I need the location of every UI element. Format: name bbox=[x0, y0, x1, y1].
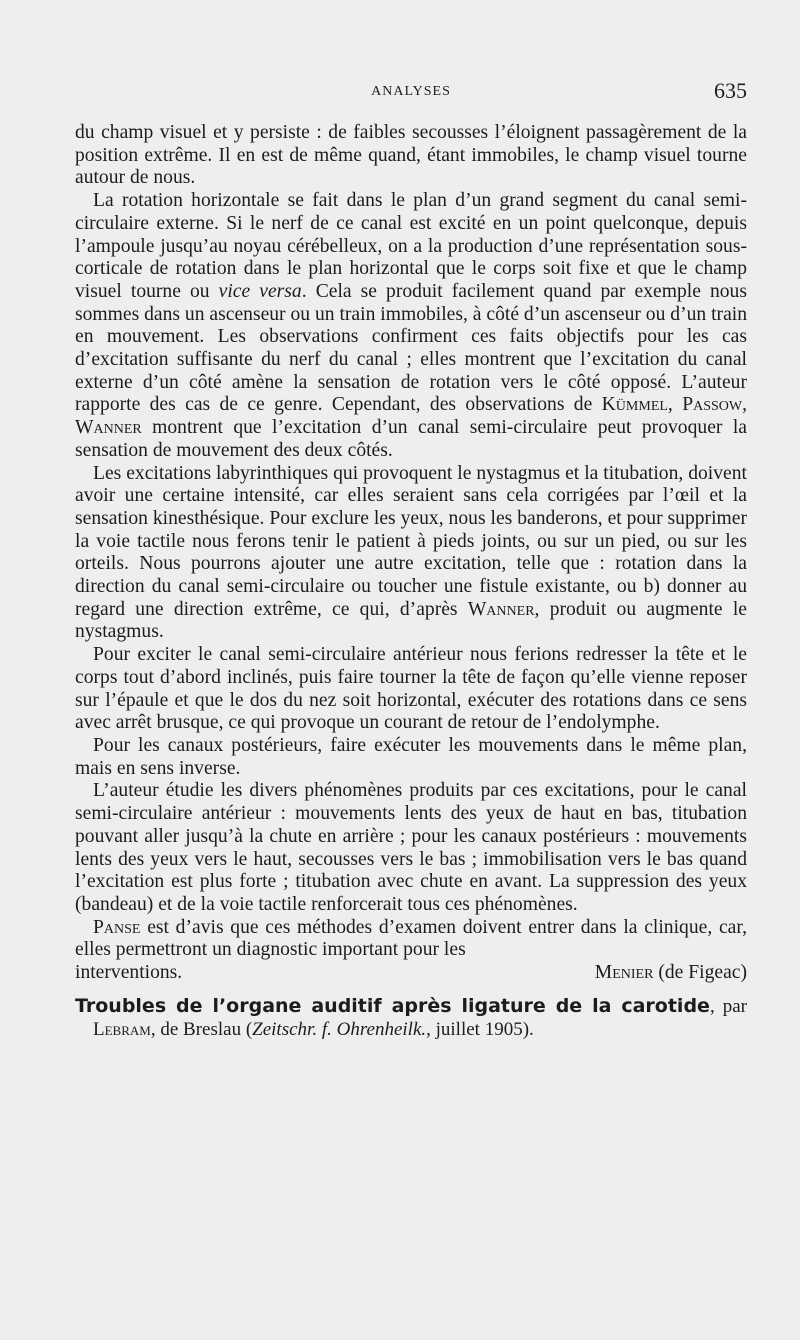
paragraph-anterior-canal: Pour exciter le canal semi-circulaire antérieur nous ferions redresser la tête et le corps tout d’abord inclinés, puis faire tourner la tête de façon qu’elle vienne reposer sur l’épaule et que le dos du nez soit horizontal, exécuter des rotations dans ce sens avec arrêt brusque, ce qui provoque un courant de retour de l’endolymphe. bbox=[75, 644, 747, 734]
italic-phrase: vice versa bbox=[218, 280, 302, 302]
text-span: montrent que l’excitation d’un canal semi-circulaire peut provoquer la sensation de mouvement des deux côtés. bbox=[75, 417, 747, 461]
text-span: La rotation horizontale se fait dans le plan d’un grand segment du canal semi-circulaire externe. Si le nerf de ce canal est excité en un point quelconque, depuis l’ampoule jusqu’au noyau cérébelleux, on a la production d’une représentation sous-corticale de rotation dans le plan horizontal que le corps soit fixe et que le champ visuel tourne ou bbox=[75, 190, 747, 302]
text-span: , de Breslau ( bbox=[150, 1018, 253, 1040]
text-span: . Cela se produit facilement quand par exemple nous sommes dans un ascenseur ou un train immobiles, à côté d’un ascenseur ou d’un train en mouvement. Les observations confirment ces faits objectifs pour les cas d’excitation suffisante du nerf du canal ; elles montrent que l’excitation du canal externe d’un côté amène la sensation de rotation vers le côté opposé. L’auteur rapporte des cas de ce genre. Cependant, des observations de bbox=[75, 280, 748, 416]
article-title: Troubles de l’organe auditif après ligature de la carotide bbox=[75, 994, 710, 1017]
text-span: , bbox=[742, 394, 747, 416]
author-name: Wanner bbox=[75, 417, 142, 439]
paragraph-horizontal-rotation bbox=[75, 190, 747, 462]
text-span: interventions. bbox=[75, 962, 183, 984]
text-span: , produit ou augmente le nystagmus. bbox=[75, 598, 747, 643]
page-header bbox=[75, 78, 747, 108]
paragraph-posterior-canals: Pour les canaux postérieurs, faire exécuter les mouvements dans le même plan, mais en sens inverse. bbox=[75, 734, 747, 779]
next-article-heading bbox=[75, 995, 747, 1041]
text-span: , par bbox=[709, 995, 747, 1017]
page-number: 635 bbox=[714, 78, 747, 103]
text-span: , bbox=[667, 394, 683, 416]
reviewer-signature bbox=[595, 962, 747, 985]
text-span: est d’avis que ces méthodes d’examen doivent entrer dans la clinique, car, elles permettront un diagnostic important pour les bbox=[75, 916, 747, 961]
signature-line bbox=[75, 962, 747, 985]
reviewer-place: (de Figeac) bbox=[653, 962, 747, 984]
running-head: ANALYSES bbox=[371, 84, 451, 99]
paragraph-labyrinthine-excitations bbox=[75, 463, 747, 645]
paragraph-phenomena: L’auteur étudie les divers phénomènes produits par ces excitations, pour le canal semi-circulaire antérieur : mouvements lents des yeux de haut en bas, titubation pouvant aller jusqu’à la chute en arrière ; pour les canaux postérieurs : mouvements lents des yeux vers le haut, secousses vers le bas ; immobilisation vers le bas quand l’excitation est plus forte ; titubation avec chute en avant. La suppression des yeux (bandeau) et de la voie tactile renforcerait tous ces phénomènes. bbox=[75, 780, 747, 915]
journal-name: Zeitschr. f. Ohrenheilk. bbox=[252, 1018, 427, 1040]
page-body bbox=[75, 122, 747, 1041]
author-name: Panse bbox=[93, 916, 141, 938]
reviewer-name: Menier bbox=[594, 962, 654, 984]
author-name: Kümmel bbox=[601, 394, 668, 416]
author-name: Passow bbox=[682, 394, 743, 416]
article-author: Lebram bbox=[93, 1018, 151, 1040]
text-span: Les excitations labyrinthiques qui provoquent le nystagmus et la titubation, doivent avoir une certaine intensité, car elles seraient sans cela corrigées par l’œil et la sensation kinesthésique. Pour exclure les yeux, nous les banderons, et pour supprimer la voie tactile nous ferons tenir le patient à pieds joints, ou sur un pied, ou sur les orteils. Nous pourrons ajouter une autre excitation, telle que : rotation dans la direction du canal semi-circulaire ou toucher une fistule existante, ou b) donner au regard une direction extrême, ce qui, d’après bbox=[75, 462, 747, 620]
author-name: Wanner bbox=[467, 598, 535, 620]
paragraph-continuation: du champ visuel et y persiste : de faibles secousses l’éloignent passagèrement de la position extrême. Il en est de même quand, étant immobiles, le champ visuel tourne autour de nous. bbox=[75, 122, 747, 189]
paragraph-conclusion bbox=[75, 917, 747, 962]
publication-date: , juillet 1905). bbox=[426, 1018, 534, 1040]
